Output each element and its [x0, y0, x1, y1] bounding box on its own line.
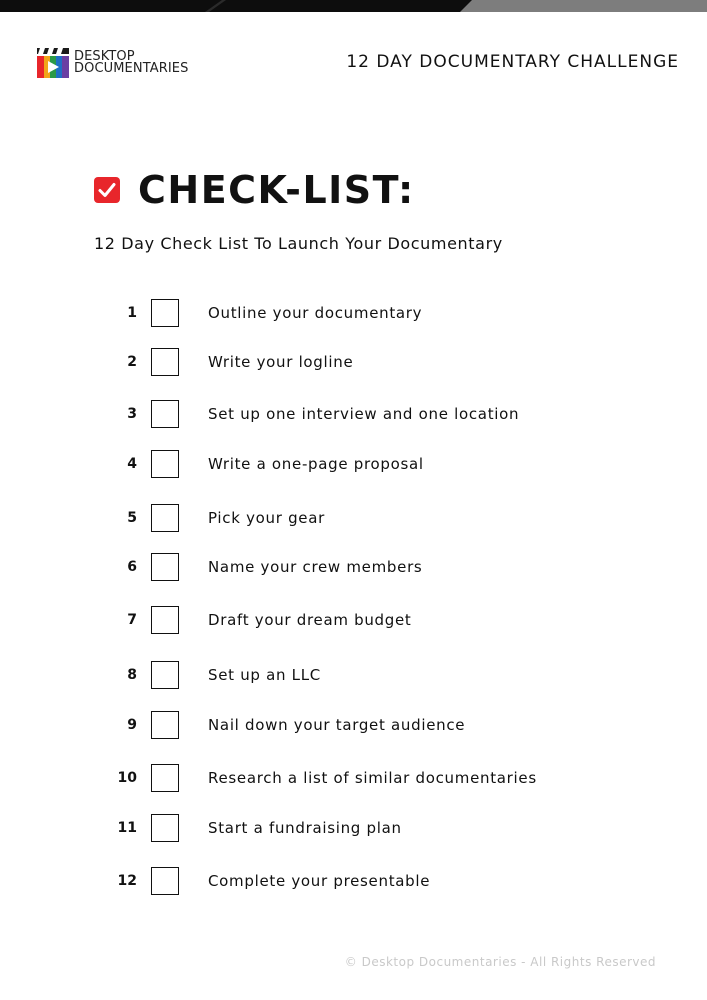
checklist-item	[0, 661, 707, 691]
item-number: 10	[117, 770, 137, 786]
checked-checkbox-icon	[94, 177, 120, 203]
item-number: 6	[127, 559, 137, 575]
item-label: Name your crew members	[208, 558, 423, 576]
checklist-item	[0, 504, 707, 534]
clapperboard-logo-icon	[36, 46, 70, 80]
item-checkbox[interactable]	[151, 764, 179, 792]
item-checkbox[interactable]	[151, 661, 179, 689]
item-label: Nail down your target audience	[208, 716, 466, 734]
item-checkbox[interactable]	[151, 299, 179, 327]
logo-line-2: DOCUMENTARIES	[74, 61, 189, 76]
item-number: 5	[127, 510, 137, 526]
item-label: Complete your presentable	[208, 872, 431, 890]
item-checkbox[interactable]	[151, 553, 179, 581]
item-label: Write a one-page proposal	[208, 455, 424, 473]
checklist-heading	[94, 168, 415, 212]
item-checkbox[interactable]	[151, 711, 179, 739]
logo-line-1: DESKTOP	[74, 49, 135, 64]
item-checkbox[interactable]	[151, 450, 179, 478]
item-label: Write your logline	[208, 353, 354, 371]
item-number: 3	[127, 406, 137, 422]
logo-wordmark	[74, 51, 188, 75]
item-number: 4	[127, 456, 137, 472]
item-label: Research a list of similar documentaries	[208, 769, 537, 787]
item-number: 2	[127, 354, 137, 370]
checklist-item	[0, 867, 707, 897]
item-number: 12	[117, 873, 137, 889]
item-number: 11	[117, 820, 137, 836]
checklist-item	[0, 606, 707, 636]
top-decorative-bar	[0, 0, 707, 12]
challenge-title: 12 DAY DOCUMENTARY CHALLENGE	[346, 52, 679, 72]
checklist-item	[0, 299, 707, 329]
item-checkbox[interactable]	[151, 348, 179, 376]
checklist-item	[0, 814, 707, 844]
checklist-item	[0, 764, 707, 794]
item-checkbox[interactable]	[151, 400, 179, 428]
item-checkbox[interactable]	[151, 814, 179, 842]
item-label: Outline your documentary	[208, 304, 423, 322]
checklist-item	[0, 711, 707, 741]
item-label: Draft your dream budget	[208, 611, 412, 629]
item-number: 1	[127, 305, 137, 321]
item-checkbox[interactable]	[151, 867, 179, 895]
brand-logo[interactable]	[36, 46, 188, 80]
item-number: 9	[127, 717, 137, 733]
page-subtitle: 12 Day Check List To Launch Your Documentary	[94, 234, 503, 253]
copyright-footer: © Desktop Documentaries - All Rights Reserved	[344, 955, 656, 969]
page-title: CHECK-LIST:	[138, 168, 415, 212]
item-label: Set up an LLC	[208, 666, 321, 684]
item-checkbox[interactable]	[151, 606, 179, 634]
checklist-item	[0, 348, 707, 378]
checklist-item	[0, 553, 707, 583]
item-label: Set up one interview and one location	[208, 405, 520, 423]
item-label: Start a fundraising plan	[208, 819, 402, 837]
item-checkbox[interactable]	[151, 504, 179, 532]
checklist-item	[0, 450, 707, 480]
item-number: 8	[127, 667, 137, 683]
checklist-item	[0, 400, 707, 430]
item-number: 7	[127, 612, 137, 628]
item-label: Pick your gear	[208, 509, 325, 527]
